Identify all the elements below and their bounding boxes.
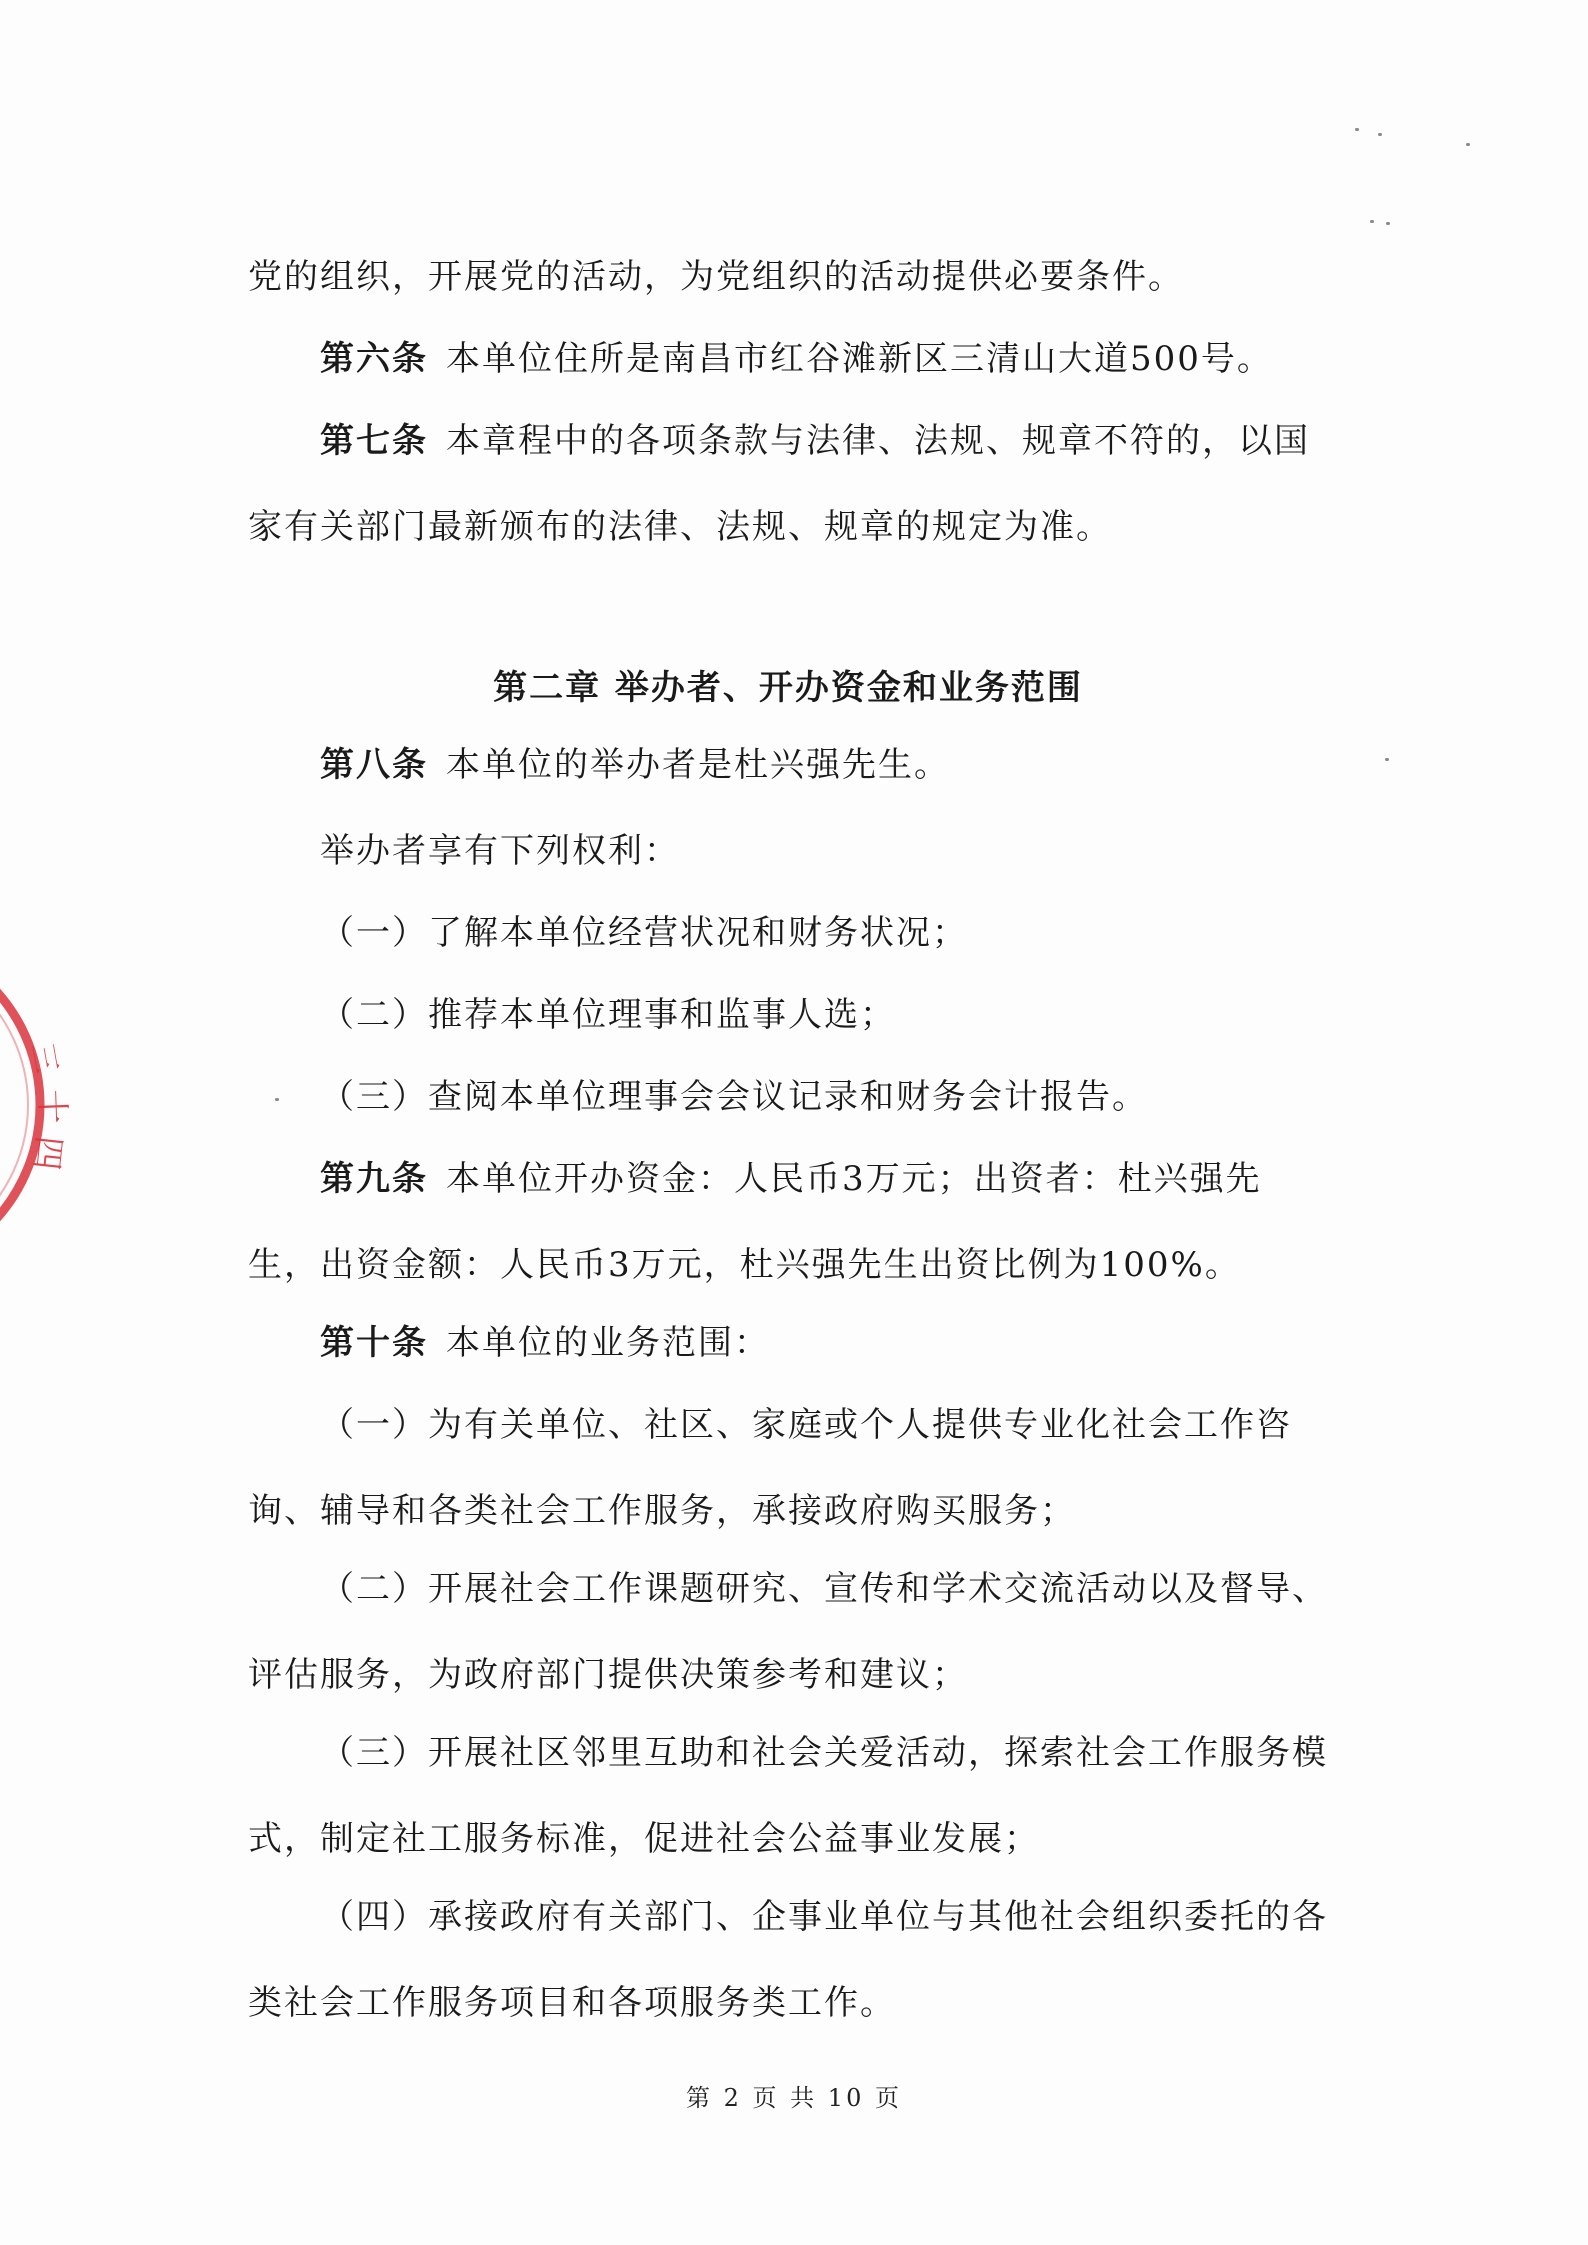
article-label: 第八条 [320, 745, 428, 785]
chapter-heading: 第二章 举办者、开办资金和业务范围 [493, 668, 1083, 708]
article-9 [248, 1136, 1328, 1308]
scope-item-2 [248, 1546, 1328, 1718]
scope-item-3 [248, 1710, 1328, 1882]
article-label: 第十条 [320, 1323, 428, 1363]
article-6 [248, 316, 1328, 402]
article-label: 第六条 [320, 339, 428, 379]
svg-text:四: 四 [25, 1134, 69, 1173]
article-8 [248, 722, 1328, 808]
paragraph-text: 党的组织，开展党的活动，为党组织的活动提供必要条件。 [248, 257, 1184, 297]
article-text: 本单位开办资金：人民币3万元；出资者：杜兴强先生，出资金额：人民币3万元，杜兴强先生出资比例为100%。 [248, 1159, 1262, 1285]
article-7 [248, 398, 1328, 570]
scope-item-1 [248, 1382, 1328, 1554]
official-seal-stamp [0, 985, 80, 1225]
page-number-footer: 第 2 页 共 10 页 [686, 2084, 902, 2112]
list-item-text: （三）开展社区邻里互助和社会关爱活动，探索社会工作服务模式，制定社工服务标准，促进社会公益事业发展； [248, 1733, 1328, 1859]
list-item-text: （二）推荐本单位理事和监事人选； [320, 995, 896, 1035]
svg-text:三: 三 [24, 1040, 64, 1076]
list-item-text: （一）了解本单位经营状况和财务状况； [320, 913, 968, 953]
article-label: 第九条 [320, 1159, 428, 1199]
article-text: 本单位住所是南昌市红谷滩新区三清山大道500号。 [446, 339, 1273, 379]
article-label: 第七条 [320, 421, 428, 461]
scan-speck [1378, 133, 1382, 136]
scan-speck [1370, 220, 1374, 223]
scan-speck [1355, 128, 1359, 131]
right-item-2 [248, 972, 1328, 1058]
scan-speck [1385, 758, 1389, 761]
list-item-text: （一）为有关单位、社区、家庭或个人提供专业化社会工作咨询、辅导和各类社会工作服务，承接政府购买服务； [248, 1405, 1292, 1531]
list-item-text: （四）承接政府有关部门、企事业单位与其他社会组织委托的各类社会工作服务项目和各项服务类工作。 [248, 1897, 1328, 2023]
right-item-1 [248, 890, 1328, 976]
rights-intro [248, 808, 1328, 894]
article-text: 本单位的举办者是杜兴强先生。 [446, 745, 950, 785]
scope-item-4 [248, 1874, 1328, 2046]
paragraph-party-continuation [248, 234, 1328, 320]
article-text: 本章程中的各项条款与法律、法规、规章不符的，以国家有关部门最新颁布的法律、法规、规章的规定为准。 [248, 421, 1310, 547]
article-text: 本单位的业务范围： [446, 1323, 770, 1363]
right-item-3 [248, 1054, 1328, 1140]
scan-speck [1386, 222, 1390, 225]
paragraph-text: 举办者享有下列权利： [320, 831, 680, 871]
scan-speck [1466, 143, 1470, 146]
list-item-text: （三）查阅本单位理事会会议记录和财务会计报告。 [320, 1077, 1148, 1117]
svg-text:十: 十 [31, 1088, 73, 1125]
list-item-text: （二）开展社会工作课题研究、宣传和学术交流活动以及督导、评估服务，为政府部门提供决策参考和建议； [248, 1569, 1328, 1695]
article-10 [248, 1300, 1328, 1386]
